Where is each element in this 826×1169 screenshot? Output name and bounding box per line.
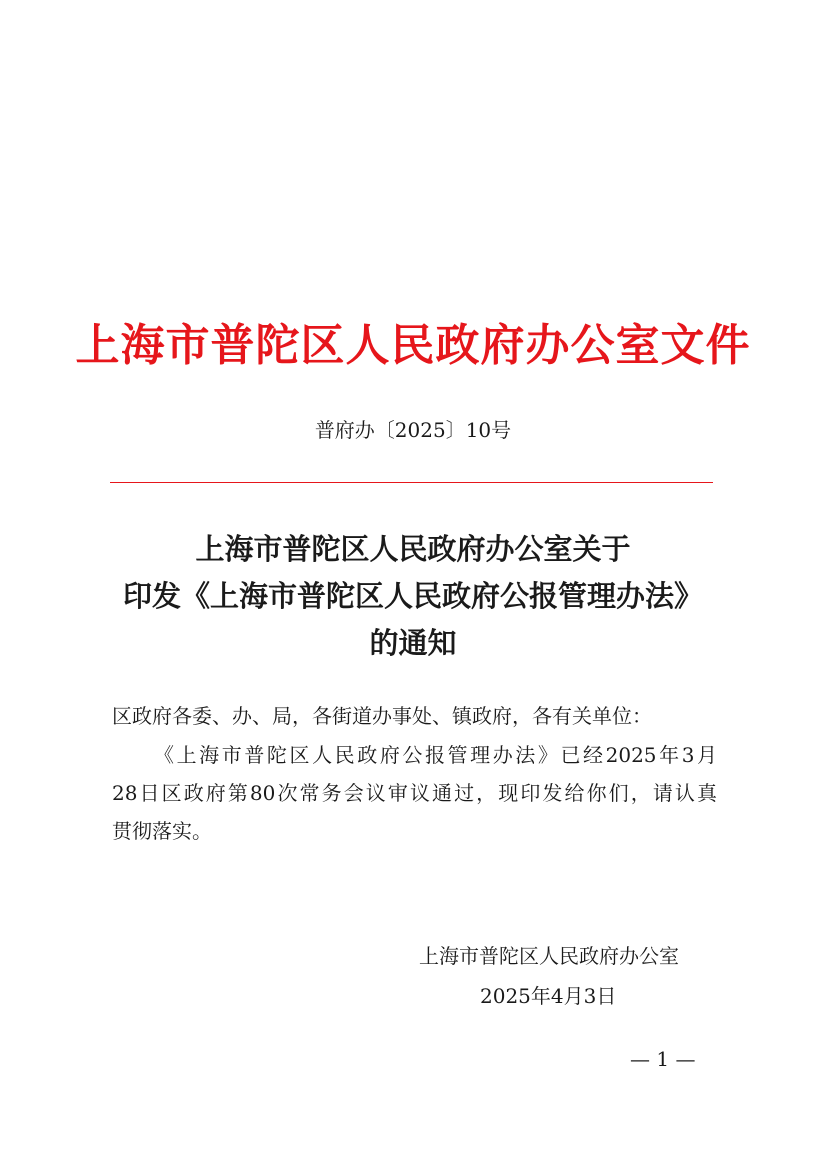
salutation: 区政府各委、办、局，各街道办事处、镇政府，各有关单位： (112, 704, 652, 728)
paragraph-line-3: 贯彻落实。 (112, 819, 212, 843)
title-line-2: 印发《上海市普陀区人民政府公报管理办法》 (122, 579, 703, 613)
issuer-title: 上海市普陀区人民政府办公室文件 (75, 320, 751, 371)
title-line-1: 上海市普陀区人民政府办公室关于 (195, 532, 631, 566)
document-title (0, 526, 826, 667)
paragraph-line-1: 《上海市普陀区人民政府公报管理办法》已经2025年3月 (154, 743, 717, 767)
paragraph-line-2: 28日区政府第80次常务会议审议通过，现印发给你们，请认真 (112, 781, 717, 805)
document-number: 普府办〔2025〕10号 (314, 418, 512, 442)
title-line-3: 的通知 (369, 626, 457, 660)
body-paragraph (112, 736, 717, 850)
red-divider (110, 482, 713, 483)
signature-date: 2025年4月3日 (480, 984, 617, 1008)
signature-issuer: 上海市普陀区人民政府办公室 (419, 944, 679, 968)
page-number: — 1 — (630, 1047, 696, 1071)
